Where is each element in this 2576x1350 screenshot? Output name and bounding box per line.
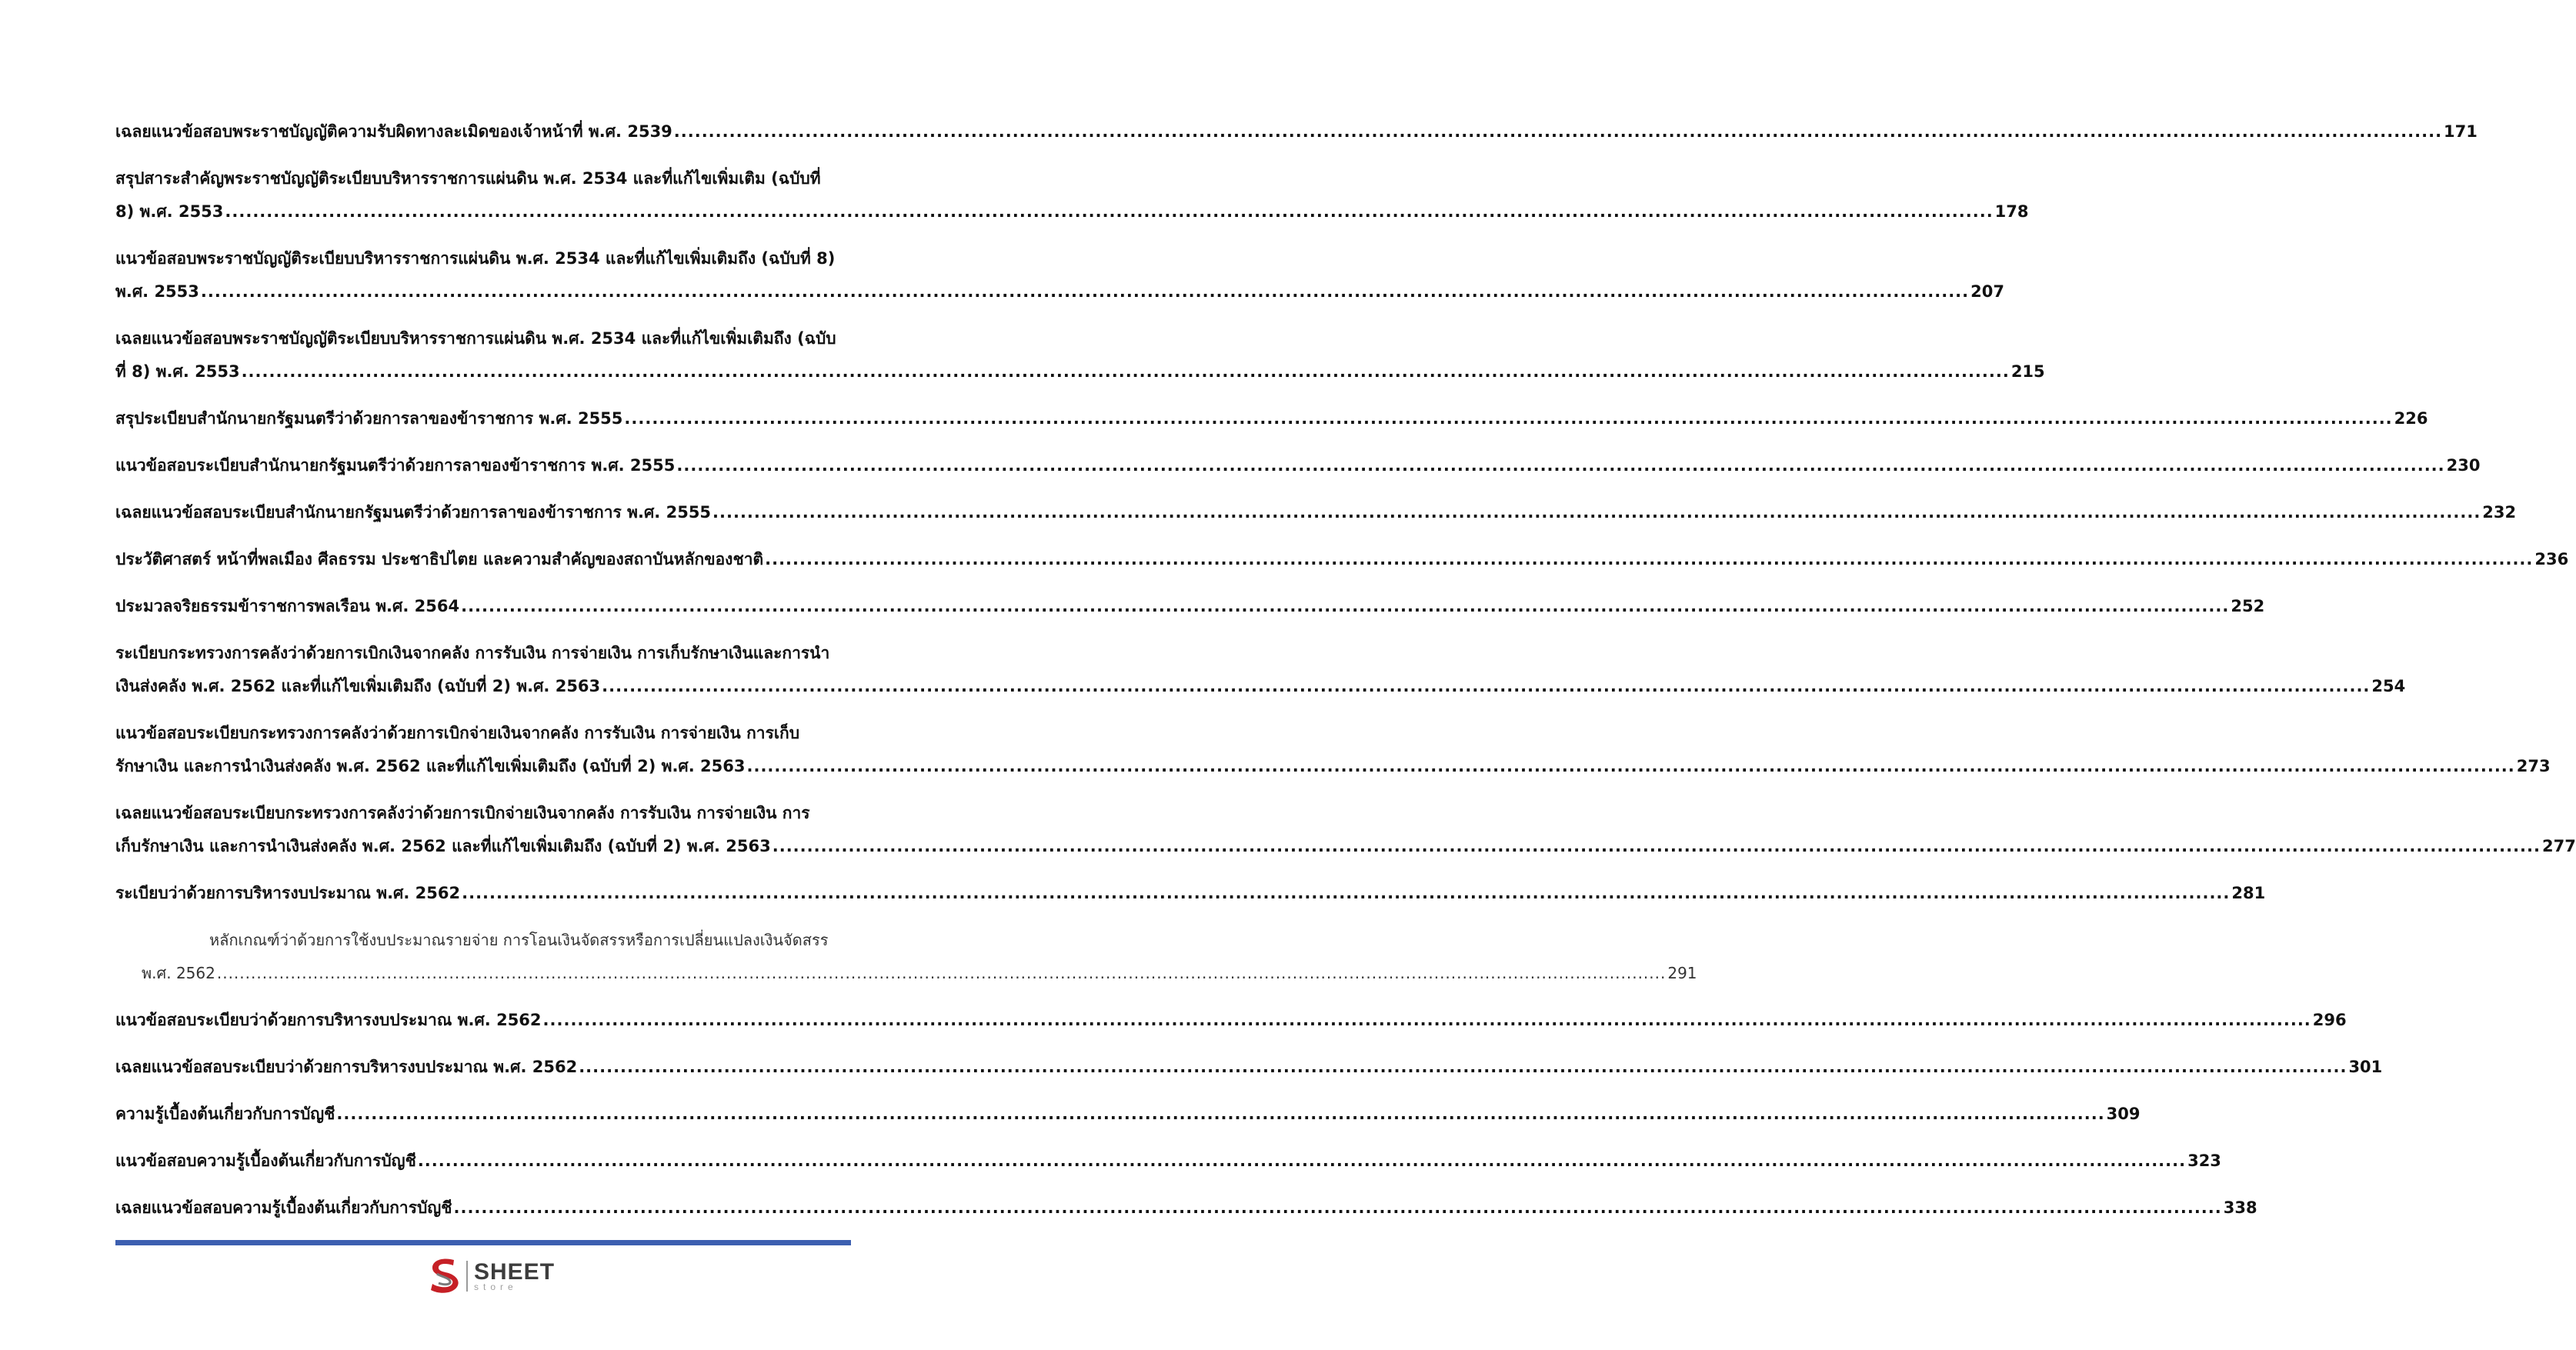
dot-leader — [772, 830, 2541, 863]
toc-entry — [115, 322, 2045, 388]
toc-entry-title: ประมวลจริยธรรมข้าราชการพลเรือน พ.ศ. 2564 — [115, 597, 460, 615]
toc-entry-row — [115, 877, 2266, 910]
toc-entry-title: สรุประเบียบสำนักนายกรัฐมนตรีว่าด้วยการลาของข้าราชการ พ.ศ. 2555 — [115, 409, 623, 428]
dot-leader — [461, 590, 2229, 623]
toc-page-number: 230 — [2446, 456, 2481, 475]
dot-leader — [579, 1051, 2347, 1084]
logo-sub-text: store — [474, 1282, 518, 1292]
toc-entry-row — [115, 496, 2517, 529]
footer-divider — [115, 1240, 851, 1245]
toc-entry-row — [115, 115, 2478, 148]
toc-entry — [115, 877, 2266, 910]
toc-entry-row — [115, 670, 2406, 703]
toc-page-number: 273 — [2516, 757, 2551, 775]
toc-page-number: 277 — [2541, 837, 2576, 855]
toc-entry — [115, 449, 2481, 482]
toc-page-number: 232 — [2482, 503, 2517, 522]
dot-leader — [242, 355, 2010, 388]
toc-page-number: 178 — [1994, 202, 2029, 221]
sheet-store-logo — [426, 1255, 555, 1297]
dot-leader — [765, 543, 2533, 576]
toc-page-number: 291 — [1667, 964, 1697, 982]
toc-entry-title: แนวข้อสอบความรู้เบื้องต้นเกี่ยวกับการบัญชี — [115, 1152, 416, 1170]
toc-entry-row — [115, 830, 2576, 863]
toc-entry-row — [115, 957, 1697, 990]
toc-entry-title: เงินส่งคลัง พ.ศ. 2562 และที่แก้ไขเพิ่มเติมถึง (ฉบับที่ 2) พ.ศ. 2563 — [115, 677, 601, 695]
dot-leader — [602, 670, 2370, 703]
toc-entry-row — [115, 1004, 2347, 1037]
dot-leader — [201, 275, 1969, 308]
toc-entry — [115, 1051, 2383, 1084]
toc-page-number: 207 — [1970, 282, 2004, 301]
toc-entry — [115, 637, 2406, 703]
toc-page-number: 296 — [2312, 1011, 2347, 1029]
toc-entry-title: พ.ศ. 2562 — [142, 964, 215, 982]
toc-page-number: 236 — [2534, 550, 2569, 568]
dot-leader — [624, 402, 2392, 435]
toc-entry-row — [115, 402, 2428, 435]
toc-entry-row — [115, 1051, 2383, 1084]
toc-entry-title: เก็บรักษาเงิน และการนำเงินส่งคลัง พ.ศ. 2562 และที่แก้ไขเพิ่มเติมถึง (ฉบับที่ 2) พ.ศ. 2563 — [115, 837, 771, 855]
toc-entry — [115, 543, 2569, 576]
toc-entry-title: ความรู้เบื้องต้นเกี่ยวกับการบัญชี — [115, 1105, 335, 1123]
toc-entry-title-line: เฉลยแนวข้อสอบระเบียบกระทรวงการคลังว่าด้วยการเบิกจ่ายเงินจากคลัง การรับเงิน การจ่ายเงิน การ — [115, 804, 810, 822]
table-of-contents — [115, 115, 2576, 1238]
toc-entry — [115, 496, 2517, 529]
toc-entry-row — [115, 590, 2265, 623]
toc-page-number: 254 — [2371, 677, 2406, 695]
toc-entry-title: แนวข้อสอบระเบียบสำนักนายกรัฐมนตรีว่าด้วยการลาของข้าราชการ พ.ศ. 2555 — [115, 456, 676, 475]
toc-entry-title: พ.ศ. 2553 — [115, 282, 199, 301]
dot-leader — [453, 1192, 2221, 1225]
toc-entry — [115, 402, 2428, 435]
toc-entry — [115, 1145, 2221, 1178]
dot-leader — [225, 195, 1993, 228]
toc-entry — [115, 115, 2478, 148]
toc-page-number: 171 — [2444, 122, 2478, 141]
toc-entry-row — [115, 275, 2004, 308]
dot-leader — [217, 957, 1667, 990]
toc-page-number: 226 — [2394, 409, 2428, 428]
toc-entry — [115, 1192, 2257, 1225]
toc-entry-title-line: หลักเกณฑ์ว่าด้วยการใช้งบประมาณรายจ่าย การโอนเงินจัดสรรหรือการเปลี่ยนแปลงเงินจัดสรร — [209, 931, 829, 949]
toc-entry-title-line: แนวข้อสอบระเบียบกระทรวงการคลังว่าด้วยการเบิกจ่ายเงินจากคลัง การรับเงิน การจ่ายเงิน การเก็บ — [115, 724, 800, 742]
toc-entry-row — [115, 1192, 2257, 1225]
toc-entry-title: 8) พ.ศ. 2553 — [115, 202, 224, 221]
toc-page-number: 215 — [2010, 362, 2045, 381]
toc-entry — [115, 242, 2004, 308]
toc-entry-title: เฉลยแนวข้อสอบระเบียบว่าด้วยการบริหารงบประมาณ พ.ศ. 2562 — [115, 1058, 578, 1076]
toc-entry-title-line: เฉลยแนวข้อสอบพระราชบัญญัติระเบียบบริหารราชการแผ่นดิน พ.ศ. 2534 และที่แก้ไขเพิ่มเติมถึง (ฉบับ — [115, 329, 836, 348]
toc-entry-row — [115, 1098, 2141, 1131]
toc-entry-row — [115, 195, 2029, 228]
toc-page-number: 323 — [2187, 1152, 2221, 1170]
toc-entry-title: เฉลยแนวข้อสอบความรู้เบื้องต้นเกี่ยวกับการบัญชี — [115, 1198, 452, 1217]
toc-entry — [115, 1004, 2347, 1037]
toc-entry-title: แนวข้อสอบระเบียบว่าด้วยการบริหารงบประมาณ พ.ศ. 2562 — [115, 1011, 542, 1029]
toc-entry — [115, 162, 2029, 228]
dot-leader — [747, 750, 2515, 783]
toc-entry-title-line: สรุปสาระสำคัญพระราชบัญญัติระเบียบบริหารราชการแผ่นดิน พ.ศ. 2534 และที่แก้ไขเพิ่มเติม (ฉบับที่ — [115, 169, 821, 188]
toc-entry-title: เฉลยแนวข้อสอบระเบียบสำนักนายกรัฐมนตรีว่าด้วยการลาของข้าราชการ พ.ศ. 2555 — [115, 503, 712, 522]
toc-entry-row — [115, 449, 2481, 482]
toc-entry — [115, 797, 2576, 863]
toc-entry-title-line: ระเบียบกระทรวงการคลังว่าด้วยการเบิกเงินจากคลัง การรับเงิน การจ่ายเงิน การเก็บรักษาเงินและการนำ — [115, 644, 830, 662]
toc-entry-row — [115, 750, 2551, 783]
toc-entry — [115, 717, 2551, 783]
toc-entry-row — [115, 543, 2569, 576]
dot-leader — [418, 1145, 2186, 1178]
toc-entry — [115, 1098, 2141, 1131]
toc-entry-title: ประวัติศาสตร์ หน้าที่พลเมือง ศีลธรรม ประชาธิปไตย และความสำคัญของสถาบันหลักของชาติ — [115, 550, 764, 568]
logo-wordmark — [474, 1261, 555, 1292]
dot-leader — [336, 1098, 2104, 1131]
toc-entry-row — [115, 355, 2045, 388]
toc-entry-title-line: แนวข้อสอบพระราชบัญญัติระเบียบบริหารราชการแผ่นดิน พ.ศ. 2534 และที่แก้ไขเพิ่มเติมถึง (ฉบับที่ 8) — [115, 249, 836, 268]
sheet-store-s-icon — [426, 1255, 462, 1297]
toc-page-number: 338 — [2223, 1198, 2257, 1217]
dot-leader — [462, 877, 2230, 910]
logo-main-text: SHEET — [474, 1259, 556, 1285]
dot-leader — [543, 1004, 2311, 1037]
toc-subentry — [115, 924, 1697, 990]
toc-page-number: 309 — [2106, 1105, 2141, 1123]
toc-entry-title: รักษาเงิน และการนำเงินส่งคลัง พ.ศ. 2562 และที่แก้ไขเพิ่มเติมถึง (ฉบับที่ 2) พ.ศ. 2563 — [115, 757, 746, 775]
logo-separator — [466, 1261, 468, 1292]
dot-leader — [674, 115, 2442, 148]
toc-entry — [115, 590, 2265, 623]
toc-page-number: 252 — [2231, 597, 2265, 615]
dot-leader — [712, 496, 2481, 529]
dot-leader — [676, 449, 2444, 482]
toc-entry-title: เฉลยแนวข้อสอบพระราชบัญญัติความรับผิดทางละเมิดของเจ้าหน้าที่ พ.ศ. 2539 — [115, 122, 672, 141]
toc-entry-title: ระเบียบว่าด้วยการบริหารงบประมาณ พ.ศ. 2562 — [115, 884, 461, 902]
toc-page-number: 281 — [2231, 884, 2266, 902]
toc-page-number: 301 — [2348, 1058, 2383, 1076]
toc-entry-row — [115, 1145, 2221, 1178]
toc-entry-title: ที่ 8) พ.ศ. 2553 — [115, 362, 240, 381]
